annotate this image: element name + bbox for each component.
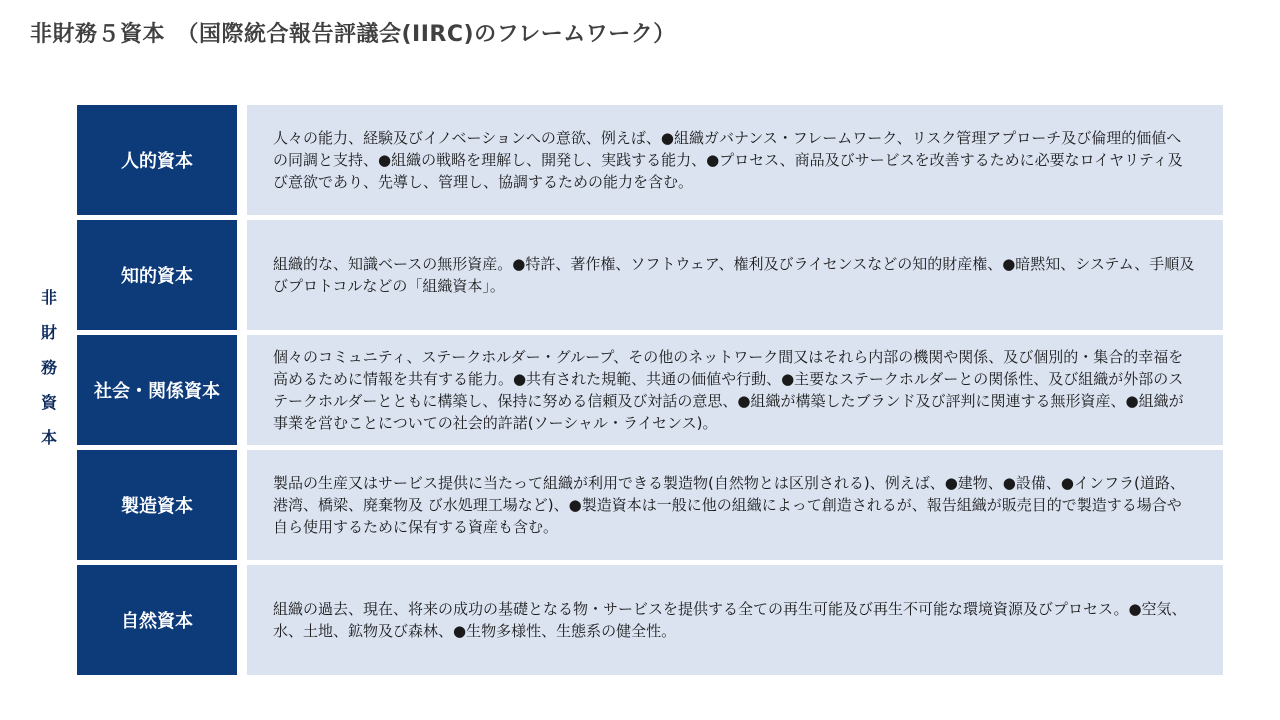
side-label-char: 本 <box>40 428 57 447</box>
capital-row-manufactured <box>77 450 1223 560</box>
capital-label: 自然資本 <box>77 565 237 675</box>
capital-row-human <box>77 105 1223 215</box>
page-title: 非財務５資本 （国際統合報告評議会(IIRC)のフレームワーク） <box>30 22 676 47</box>
side-label-char: 務 <box>40 358 57 377</box>
capital-label: 知的資本 <box>77 220 237 330</box>
capital-description <box>247 450 1223 560</box>
capital-label: 社会・関係資本 <box>77 335 237 445</box>
side-label-char: 財 <box>40 323 57 342</box>
side-label-non-financial-capital <box>36 290 62 465</box>
side-label-char: 非 <box>40 288 57 307</box>
capital-description <box>247 220 1223 330</box>
capital-description <box>247 105 1223 215</box>
capital-description-text: 人々の能力、経験及びイノベーションへの意欲、例えば、●組織ガバナンス・フレームワーク、リスク管理アプローチ及び倫理的価値への同調と支持、●組織の戦略を理解し、開発し、実践する能力、●プロセス、商品及びサービスを改善するために必要なロイヤリティ及び意欲であり、先導し、管理し、協調するための能力を含む。 <box>273 129 1183 191</box>
capital-row-social <box>77 335 1223 445</box>
capital-table <box>77 105 1223 680</box>
capital-row-natural <box>77 565 1223 675</box>
capital-description <box>247 565 1223 675</box>
capital-description-text: 個々のコミュニティ、ステークホルダー・グループ、その他のネットワーク間又はそれら内部の機関や関係、及び個別的・集合的幸福を高めるために情報を共有する能力。●共有された規範、共通の価値や行動、●主要なステークホルダーとの関係性、及び組織が外部のステークホルダーとともに構築し、保持に努める信頼及び対話の意思、●組織が構築したブランド及び評判に関連する無形資産、●組織が事業を営むことについての社会的許諾(ソーシャル・ライセンス)。 <box>273 348 1184 432</box>
capital-label: 人的資本 <box>77 105 237 215</box>
capital-description <box>247 335 1223 445</box>
side-label-char: 資 <box>40 393 57 412</box>
capital-description-text: 組織的な、知識ベースの無形資産。●特許、著作権、ソフトウェア、権利及びライセンスなどの知的財産権、●暗黙知、システム、手順及びプロトコルなどの「組織資本」。 <box>273 255 1195 295</box>
capital-description-text: 組織の過去、現在、将来の成功の基礎となる物・サービスを提供する全ての再生可能及び再生不可能な環境資源及びプロセス。●空気、水、土地、鉱物及び森林、●生物多様性、生態系の健全性。 <box>273 600 1187 640</box>
capital-row-intellectual <box>77 220 1223 330</box>
capital-label: 製造資本 <box>77 450 237 560</box>
capital-description-text: 製品の生産又はサービス提供に当たって組織が利用できる製造物(自然物とは区別される)、例えば、●建物、●設備、●インフラ(道路、港湾、橋梁、廃棄物及 び水処理工場など)、●製造資本は一般に他の組織によって創造されるが、報告組織が販売目的で製造する場合や自ら使用するために保有する資産も含む。 <box>273 474 1185 536</box>
